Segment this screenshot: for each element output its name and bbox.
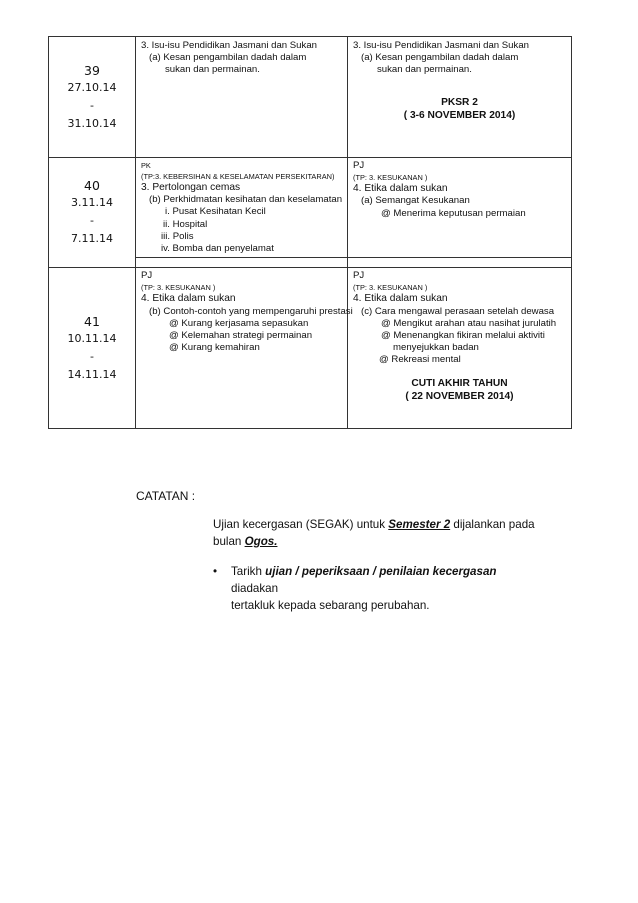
week-number: 39	[84, 62, 100, 78]
topic-line: (c) Cara mengawal perasaan setelah dewasa	[361, 305, 555, 317]
date-to: 14.11.14	[67, 367, 117, 381]
date-dash: -	[90, 349, 94, 363]
date-from: 10.11.14	[67, 331, 117, 345]
topic-line: @ Mengikut arahan atau nasihat jurulatih	[381, 317, 557, 329]
topic-line: 4. Etika dalam sukan	[141, 293, 236, 305]
topic-line: (TP: 3. KESUKANAN )	[353, 173, 428, 183]
topic-line: PK	[141, 161, 151, 170]
notes-emphasis: Ogos.	[244, 535, 278, 548]
notes-text: Tarikh	[231, 565, 266, 578]
notes-emphasis: ujian / peperiksaan / penilaian kecergasan	[265, 565, 497, 578]
topic-cell-left	[136, 158, 348, 258]
week-cell	[49, 158, 136, 268]
notes-section	[136, 487, 556, 612]
date-dash: -	[90, 214, 94, 228]
topic-line: 4. Etika dalam sukan	[353, 293, 448, 305]
event-title: PKSR 2	[441, 96, 478, 108]
topic-line: iii. Polis	[161, 230, 194, 242]
topic-line: (b) Contoh-contoh yang mempengaruhi prestasi	[149, 305, 353, 317]
topic-line: (TP: 3. KESUKANAN )	[353, 283, 428, 293]
notes-bullet-item	[213, 563, 543, 614]
notes-title: CATATAN :	[136, 489, 196, 503]
topic-line: 3. Isu-isu Pendidikan Jasmani dan Sukan	[141, 40, 317, 51]
topic-cell-right	[348, 268, 572, 429]
topic-line: (TP: 3. KESUKANAN )	[141, 283, 216, 293]
topic-line: 3. Pertolongan cemas	[141, 182, 241, 193]
topic-line: (a) Semangat Kesukanan	[361, 195, 470, 207]
topic-line: @ Kurang kemahiran	[169, 342, 260, 354]
event-date: ( 22 NOVEMBER 2014)	[405, 390, 514, 402]
topic-line: @ Menenangkan fikiran melalui aktiviti	[381, 330, 545, 342]
topic-line: PJ	[353, 270, 365, 282]
topic-line: (a) Kesan pengambilan dadah dalam	[149, 52, 307, 64]
empty-cell	[348, 258, 572, 268]
date-from: 27.10.14	[67, 80, 117, 94]
table-row	[49, 37, 572, 158]
notes-paragraph	[213, 516, 543, 550]
topic-line: PJ	[141, 270, 153, 282]
event-title: CUTI AKHIR TAHUN	[411, 377, 508, 389]
topic-line: 4. Etika dalam sukan	[353, 183, 448, 195]
notes-text: tertakluk kepada sebarang perubahan.	[231, 599, 430, 612]
date-from: 3.11.14	[71, 196, 113, 210]
date-to: 31.10.14	[67, 116, 117, 130]
table-row	[49, 158, 572, 258]
topic-line: iv. Bomba dan penyelamat	[161, 243, 274, 255]
topic-line: @ Kelemahan strategi permainan	[169, 330, 313, 342]
topic-line: (TP:3. KEBERSIHAN & KESELAMATAN PERSEKITARAN)	[141, 172, 335, 181]
notes-text: dijalankan pada	[450, 518, 535, 531]
week-number: 41	[84, 313, 100, 329]
notes-emphasis: Semester 2	[388, 518, 451, 531]
topic-cell-right	[348, 37, 572, 158]
topic-line: sukan dan permainan.	[377, 64, 472, 76]
topic-line: sukan dan permainan.	[165, 64, 260, 76]
topic-line: menyejukkan badan	[393, 342, 479, 354]
topic-line: @ Kurang kerjasama sepasukan	[169, 317, 309, 329]
topic-cell-left	[136, 37, 348, 158]
topic-cell-left	[136, 268, 353, 429]
table-row	[49, 268, 572, 429]
week-cell	[49, 268, 136, 429]
topic-line: ii. Hospital	[163, 218, 208, 230]
topic-line: PJ	[353, 160, 365, 171]
schedule-table	[48, 36, 572, 429]
notes-text: diadakan	[231, 582, 279, 595]
notes-text: Ujian kecergasan (SEGAK) untuk	[213, 518, 389, 531]
week-number: 40	[84, 178, 100, 194]
empty-cell	[136, 258, 348, 268]
notes-body	[213, 516, 543, 614]
notes-text: bulan	[213, 535, 245, 548]
event-date: ( 3-6 NOVEMBER 2014)	[403, 109, 516, 121]
topic-line: (b) Perkhidmatan kesihatan dan keselamatan	[149, 194, 343, 206]
bullet-icon: •	[213, 565, 218, 578]
topic-cell-right	[348, 158, 572, 258]
topic-line: i. Pusat Kesihatan Kecil	[165, 206, 266, 218]
topic-line: @ Menerima keputusan permaian	[381, 207, 526, 219]
topic-line: 3. Isu-isu Pendidikan Jasmani dan Sukan	[353, 40, 529, 51]
topic-line: @ Rekreasi mental	[379, 354, 461, 366]
week-cell	[49, 37, 136, 158]
topic-line: (a) Kesan pengambilan dadah dalam	[361, 52, 519, 64]
date-dash: -	[90, 98, 94, 112]
date-to: 7.11.14	[71, 232, 113, 246]
